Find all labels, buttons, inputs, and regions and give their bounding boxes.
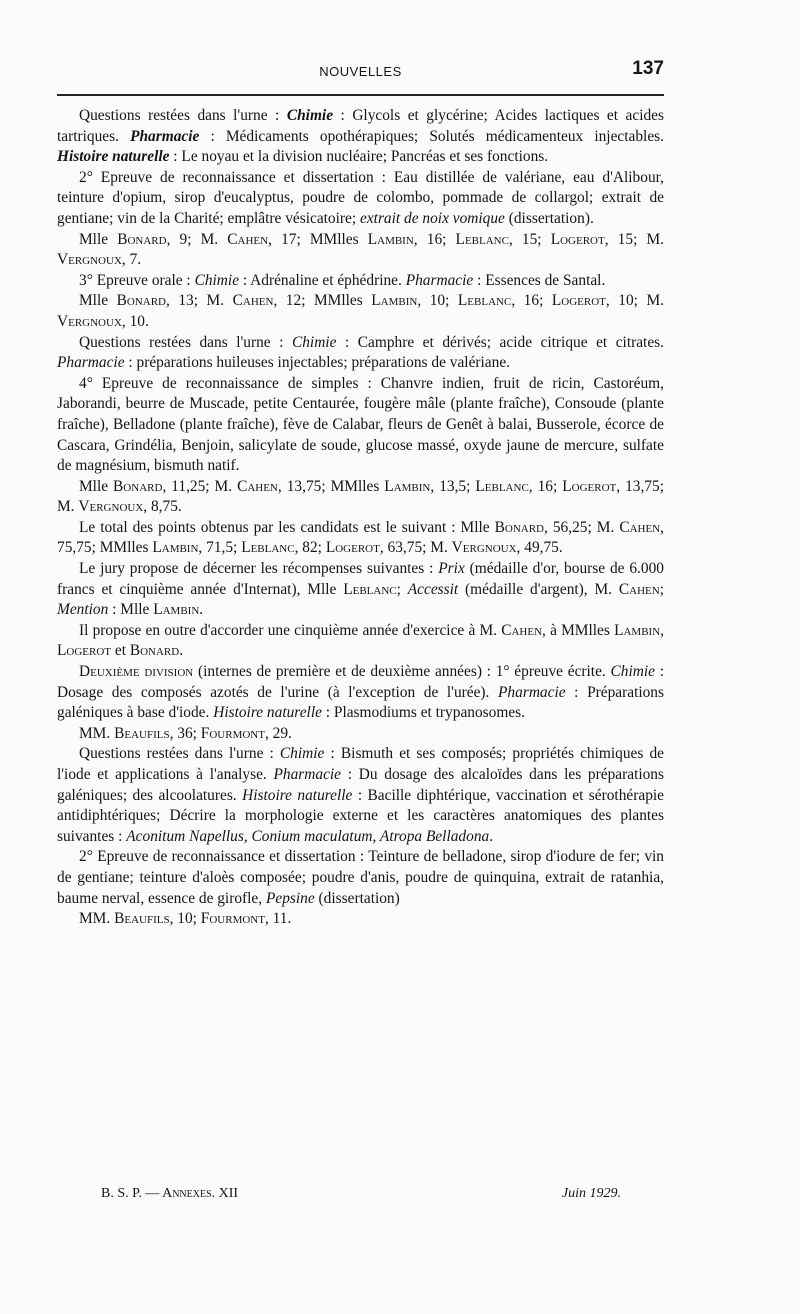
- text-run: : Glycols et glycérine; Acides lactiques et acides tartriques.: [57, 107, 664, 145]
- text-run: Chimie: [194, 271, 240, 289]
- text-run: 2° Epreuve de reconnaissance et dissertation : Eau distillée de valériane, eau d'Alibour, teinture d'opium, sirop d'eucalyptus, poudre de colombo, pommade de collargol; extrait de gentiane; vin de la Charité; emplâtre vésicatoire;: [57, 168, 664, 227]
- text-run: , 16;: [413, 230, 456, 248]
- text-run: Cahen: [237, 477, 278, 495]
- text-run: , 75,75; MMlles: [57, 518, 664, 557]
- page-header: [57, 58, 664, 88]
- text-run: (médaille d'argent), M.: [458, 580, 619, 598]
- text-run: : Adrénaline et éphédrine.: [239, 271, 406, 289]
- paragraph: [57, 724, 664, 745]
- text-run: Histoire naturelle: [213, 704, 322, 722]
- text-run: 3° Epreuve orale :: [79, 271, 195, 289]
- text-run: Histoire naturelle: [57, 148, 170, 166]
- text-run: , 9; M.: [166, 230, 228, 248]
- text-run: , 7.: [121, 251, 142, 269]
- text-run: , 56,25; M.: [544, 518, 620, 536]
- text-run: , 15; M.: [604, 230, 664, 248]
- text-run: Pepsine: [265, 889, 315, 907]
- text-run: Pharmacie: [498, 683, 566, 701]
- text-run: Leblanc: [343, 580, 397, 598]
- text-run: Leblanc: [475, 477, 529, 495]
- text-run: Vergnoux: [57, 312, 122, 330]
- text-run: : Bismuth et ses composés; propriétés chimiques de l'iode et applications à l'analyse.: [57, 745, 664, 783]
- text-run: Vergnoux: [57, 251, 122, 269]
- text-run: Cahen: [619, 518, 661, 536]
- text-run: (dissertation): [314, 889, 400, 907]
- text-run: Cahen: [501, 621, 543, 639]
- text-run: Deuxième division: [79, 663, 194, 681]
- text-run: Vergnoux: [451, 539, 517, 557]
- text-run: Lambin: [384, 477, 431, 495]
- paragraph: [57, 271, 664, 292]
- paragraph: [57, 230, 664, 271]
- text-run: Prix: [438, 560, 465, 578]
- footer-journal: B. S. P. — Annexes. XII: [101, 1186, 239, 1201]
- text-run: , 13,5;: [430, 477, 476, 495]
- text-run: Logerot: [550, 230, 605, 248]
- text-run: Bonard: [129, 642, 180, 660]
- text-run: Logerot: [551, 292, 606, 310]
- text-run: Cahen: [227, 230, 269, 248]
- text-run: : Essences de Santal.: [473, 271, 606, 289]
- text-run: Histoire naturelle: [242, 786, 353, 804]
- text-run: Logerot: [57, 642, 112, 660]
- text-run: Beaufils: [114, 724, 170, 742]
- paragraph: [57, 291, 664, 332]
- text-run: .: [179, 642, 184, 660]
- text-run: : Médicaments opothérapiques; Solutés médicamenteux injectables.: [199, 127, 664, 145]
- text-run: : Préparations galéniques à base d'iode.: [57, 683, 664, 722]
- text-run: : Du dosage des alcaloïdes dans les préparations galéniques; des alcoolatures.: [57, 766, 664, 804]
- text-run: Accessit: [407, 580, 459, 598]
- text-run: .: [489, 827, 494, 845]
- text-run: Lambin: [152, 539, 199, 557]
- text-run: , 11.: [264, 910, 292, 928]
- text-run: : Le noyau et la division nucléaire; Pancréas et ses fonctions.: [169, 148, 549, 166]
- text-run: , 10; M.: [605, 292, 664, 310]
- text-run: , 16;: [528, 477, 563, 495]
- paragraph: [57, 333, 664, 374]
- text-run: Questions restées dans l'urne :: [79, 107, 287, 124]
- paragraph: [57, 374, 664, 477]
- text-run: Cahen: [232, 292, 274, 310]
- paragraph: [57, 518, 664, 559]
- text-run: Logerot: [325, 539, 380, 557]
- paragraph: [57, 106, 664, 168]
- text-run: Bonard: [116, 292, 166, 310]
- page-number: 137: [632, 58, 664, 79]
- text-run: Bonard: [113, 477, 163, 495]
- text-run: ,: [660, 621, 665, 639]
- text-run: , 13,75; MMlles: [277, 477, 385, 495]
- text-run: Aconitum Napellus, Conium maculatum, Atropa Belladona: [126, 827, 490, 845]
- text-run: ;: [396, 580, 408, 598]
- text-run: , 13; M.: [165, 292, 233, 310]
- text-run: Mlle: [79, 230, 118, 248]
- text-run: : Mlle: [108, 601, 154, 619]
- paragraph: [57, 909, 664, 930]
- footer-date: Juin 1929.: [561, 1186, 621, 1201]
- text-run: , 17; MMlles: [268, 230, 368, 248]
- running-head: NOUVELLES: [319, 64, 402, 79]
- text-run: , 16;: [511, 292, 552, 310]
- text-run: Pharmacie: [130, 127, 200, 145]
- text-run: Mlle: [79, 292, 117, 310]
- text-run: Pharmacie: [57, 354, 125, 372]
- text-run: Il propose en outre d'accorder une cinquième année d'exercice à M.: [79, 621, 502, 639]
- text-run: , 36;: [169, 724, 201, 742]
- text-run: (médaille d'or, bourse de 6.000 francs et cinquième année d'Internat), Mlle: [57, 560, 664, 598]
- text-run: Lambin: [614, 621, 661, 639]
- text-run: Fourmont: [200, 724, 265, 742]
- text-run: Chimie: [279, 745, 325, 763]
- text-run: Logerot: [562, 477, 617, 495]
- text-run: Lambin: [367, 230, 414, 248]
- text-run: Fourmont: [200, 910, 265, 928]
- paragraph: [57, 662, 664, 724]
- text-run: 2° Epreuve de reconnaissance et dissertation : Teinture de belladone, sirop d'iodure de fer; vin de gentiane; teinture d'aloès composée; poudre d'anis, poudre de quinquina, extrait de ratanhia, baume nerval, essence de girofle,: [57, 848, 664, 907]
- text-run: , 10.: [121, 312, 149, 330]
- text-run: ;: [659, 580, 664, 598]
- text-run: MM.: [79, 910, 115, 928]
- text-run: , 71,5;: [198, 539, 242, 557]
- text-run: Mention: [57, 601, 109, 619]
- text-run: .: [199, 601, 204, 619]
- text-run: (internes de première et de deuxième années) : 1° épreuve écrite.: [193, 663, 611, 681]
- text-run: : Camphre et dérivés; acide citrique et citrates.: [336, 333, 664, 351]
- text-run: Pharmacie: [273, 766, 342, 783]
- text-run: MM.: [79, 724, 115, 742]
- text-run: 4° Epreuve de reconnaissance de simples : Chanvre indien, fruit de ricin, Castoréum, Jaborandi, beurre de Muscade, petite Centaurée, fougère mâle (plante fraîche), Consoude (plante fraîche), Belladone (plante fraîche), fève de Calabar, fleurs de Genêt à balai, Busserole, écorce de Cascara, Grindélia, Benjoin, salicylate de soude, glucose massé, oxyde jaune de mercure, sulfate de magnésium, bismuth natif.: [57, 374, 664, 475]
- text-run: Lambin: [371, 292, 418, 310]
- text-run: Leblanc: [241, 539, 295, 557]
- text-run: , 63,75; M.: [379, 539, 452, 557]
- text-run: Chimie: [286, 107, 334, 124]
- text-run: : préparations huileuses injectables; préparations de valériane.: [124, 354, 511, 372]
- text-run: , 10;: [169, 910, 201, 928]
- text-run: , 10;: [417, 292, 458, 310]
- text-run: : Dosage des composés azotés de l'urine (à l'exception de l'urée).: [57, 663, 664, 701]
- text-run: Lambin: [153, 601, 200, 619]
- text-run: Pharmacie: [405, 271, 474, 289]
- text-run: Mlle: [79, 477, 114, 495]
- text-run: Leblanc: [457, 292, 512, 310]
- header-rule: [57, 94, 664, 96]
- text-run: Bonard: [117, 230, 167, 248]
- text-run: , 49,75.: [516, 539, 563, 557]
- text-run: Questions restées dans l'urne :: [79, 333, 292, 351]
- text-run: Questions restées dans l'urne :: [79, 745, 280, 763]
- text-run: Chimie: [610, 663, 655, 681]
- text-run: : Plasmodiums et trypanosomes.: [321, 704, 525, 722]
- text-run: , 8,75.: [143, 498, 182, 516]
- text-run: , 29.: [264, 724, 292, 742]
- paragraph: [57, 621, 664, 662]
- body-text: [57, 106, 664, 930]
- text-run: , 11,25; M.: [162, 477, 238, 495]
- text-run: , 15;: [508, 230, 551, 248]
- text-run: , à MMlles: [542, 621, 615, 639]
- paragraph: [57, 168, 664, 230]
- paragraph: [57, 477, 664, 518]
- text-run: Le jury propose de décerner les récompenses suivantes :: [79, 560, 439, 578]
- text-run: : Bacille diphtérique, vaccination et sérothérapie antidiphtériques; Décrire la morphologie externe et les caractères anatomiques des plantes suivantes :: [57, 786, 664, 845]
- text-run: (dissertation).: [504, 209, 594, 227]
- text-run: Le total des points obtenus par les candidats est le suivant : Mlle: [79, 518, 495, 536]
- text-run: , 13,75; M.: [57, 477, 664, 516]
- text-run: Cahen: [618, 580, 660, 598]
- text-run: extrait de noix vomique: [360, 209, 505, 227]
- text-run: , 12; MMlles: [273, 292, 372, 310]
- text-run: Chimie: [291, 333, 337, 351]
- paragraph: [57, 847, 664, 909]
- paragraph: [57, 559, 664, 621]
- text-run: , 82;: [294, 539, 326, 557]
- text-run: Beaufils: [114, 910, 170, 928]
- text-run: Leblanc: [455, 230, 509, 248]
- text-run: Bonard: [494, 518, 544, 536]
- text-run: Vergnoux: [78, 498, 144, 516]
- text-run: et: [111, 642, 130, 660]
- paragraph: [57, 744, 664, 847]
